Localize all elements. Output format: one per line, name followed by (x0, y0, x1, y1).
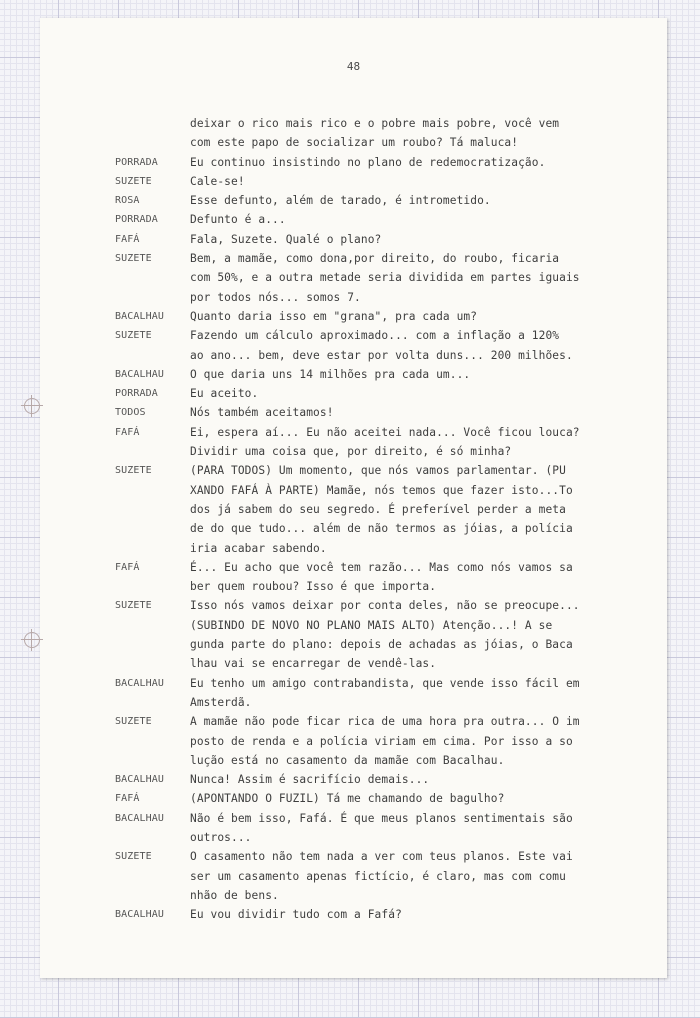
dialogue-line (115, 770, 655, 789)
speaker-name (115, 288, 190, 307)
dialogue-text: É... Eu acho que você tem razão... Mas como nós vamos sa (190, 560, 573, 574)
dialogue-text: Quanto daria isso em "grana", pra cada um? (190, 309, 478, 323)
dialogue-text: (APONTANDO O FUZIL) Tá me chamando de bagulho? (190, 792, 505, 806)
speaker-name: SUZETE (115, 851, 152, 863)
dialogue-text: Amsterdã. (190, 695, 252, 709)
dialogue-text: O que daria uns 14 milhões pra cada um... (190, 367, 471, 381)
dialogue-text: Ei, espera aí... Eu não aceitei nada... Você ficou louca? (190, 425, 580, 439)
script-page (40, 18, 667, 978)
speaker-name: BACALHAU (115, 677, 164, 689)
dialogue-line (115, 828, 655, 847)
dialogue-text: Eu continuo insistindo no plano de redemocratização. (190, 155, 546, 169)
dialogue-text: Esse defunto, além de tarado, é intrometido. (190, 194, 491, 208)
speaker-name (115, 481, 190, 500)
speaker-name (115, 616, 190, 635)
speaker-name: BACALHAU (115, 774, 164, 786)
script-body (115, 114, 655, 924)
dialogue-line (115, 500, 655, 519)
dialogue-text: Fazendo um cálculo aproximado... com a inflação a 120% (190, 329, 560, 343)
speaker-name: SUZETE (115, 600, 152, 612)
dialogue-text: O casamento não tem nada a ver com teus planos. Este vai (190, 850, 573, 864)
speaker-name: BACALHAU (115, 909, 164, 921)
dialogue-line (115, 712, 655, 731)
dialogue-line (115, 635, 655, 654)
dialogue-text: lhau vai se encarregar de vendê-las. (190, 657, 437, 671)
dialogue-text: ser um casamento apenas fictício, é claro, mas com comu (190, 869, 566, 883)
dialogue-text: (PARA TODOS) Um momento, que nós vamos parlamentar. (PU (190, 464, 566, 478)
dialogue-line (115, 191, 655, 210)
dialogue-text: posto de renda e a polícia viriam em cima. Por isso a so (190, 734, 573, 748)
speaker-name (115, 577, 190, 596)
dialogue-line (115, 558, 655, 577)
dialogue-text: Dividir uma coisa que, por direito, é só minha? (190, 445, 512, 459)
speaker-name (115, 442, 190, 461)
speaker-name (115, 133, 190, 152)
dialogue-text: ao ano... bem, deve estar por volta duns... 200 milhões. (190, 348, 573, 362)
speaker-name: ROSA (115, 195, 140, 207)
dialogue-text: Eu vou dividir tudo com a Fafá? (190, 908, 402, 922)
dialogue-line (115, 326, 655, 345)
dialogue-text: Cale-se! (190, 174, 245, 188)
speaker-name (115, 268, 190, 287)
dialogue-line (115, 481, 655, 500)
dialogue-line (115, 693, 655, 712)
dialogue-line (115, 423, 655, 442)
dialogue-line (115, 751, 655, 770)
dialogue-text: lução está no casamento da mamãe com Bacalhau. (190, 753, 505, 767)
speaker-name: FAFÁ (115, 233, 140, 245)
dialogue-line (115, 230, 655, 249)
speaker-name: SUZETE (115, 175, 152, 187)
dialogue-text: dos já sabem do seu segredo. É preferível perder a meta (190, 502, 566, 516)
speaker-name: BACALHAU (115, 812, 164, 824)
binding-hole-mark (24, 632, 40, 648)
dialogue-text: com este papo de socializar um roubo? Tá maluca! (190, 136, 519, 150)
speaker-name (115, 732, 190, 751)
dialogue-line (115, 577, 655, 596)
speaker-name: FAFÁ (115, 793, 140, 805)
dialogue-line (115, 268, 655, 287)
dialogue-text: deixar o rico mais rico e o pobre mais pobre, você vem (190, 117, 560, 130)
dialogue-line (115, 519, 655, 538)
dialogue-text: Fala, Suzete. Qualé o plano? (190, 232, 382, 246)
dialogue-text: Eu tenho um amigo contrabandista, que vende isso fácil em (190, 676, 580, 690)
dialogue-line (115, 886, 655, 905)
dialogue-text: Eu aceito. (190, 387, 259, 401)
dialogue-line (115, 210, 655, 229)
dialogue-line (115, 461, 655, 480)
speaker-name (115, 886, 190, 905)
speaker-name (115, 751, 190, 770)
dialogue-text: nhão de bens. (190, 888, 279, 902)
dialogue-text: Não é bem isso, Fafá. É que meus planos sentimentais são (190, 811, 573, 825)
dialogue-line (115, 809, 655, 828)
speaker-name: PORRADA (115, 214, 158, 226)
dialogue-text: por todos nós... somos 7. (190, 290, 361, 304)
page-number: 48 (346, 60, 361, 73)
speaker-name: BACALHAU (115, 310, 164, 322)
dialogue-line (115, 654, 655, 673)
dialogue-line (115, 442, 655, 461)
dialogue-line (115, 789, 655, 808)
dialogue-line (115, 114, 655, 133)
speaker-name (115, 828, 190, 847)
speaker-name: SUZETE (115, 465, 152, 477)
dialogue-line (115, 905, 655, 924)
speaker-name (115, 346, 190, 365)
dialogue-text: A mamãe não pode ficar rica de uma hora pra outra... O im (190, 715, 580, 729)
dialogue-text: de do que tudo... além de não termos as jóias, a polícia (190, 522, 573, 536)
dialogue-line (115, 133, 655, 152)
dialogue-line (115, 616, 655, 635)
speaker-name: SUZETE (115, 253, 152, 265)
speaker-name (115, 519, 190, 538)
dialogue-text: Nunca! Assim é sacrifício demais... (190, 773, 430, 787)
dialogue-text: iria acabar sabendo. (190, 541, 327, 555)
dialogue-text: gunda parte do plano: depois de achadas as jóias, o Baca (190, 638, 573, 652)
dialogue-line (115, 674, 655, 693)
speaker-name (115, 654, 190, 673)
dialogue-line (115, 365, 655, 384)
speaker-name (115, 539, 190, 558)
speaker-name: BACALHAU (115, 368, 164, 380)
speaker-name: PORRADA (115, 388, 158, 400)
speaker-name (115, 635, 190, 654)
dialogue-text: Defunto é a... (190, 213, 286, 227)
dialogue-text: Nós também aceitamos! (190, 406, 334, 420)
speaker-name (115, 867, 190, 886)
speaker-name (115, 114, 190, 133)
dialogue-line (115, 153, 655, 172)
speaker-name: SUZETE (115, 330, 152, 342)
dialogue-line (115, 867, 655, 886)
speaker-name: SUZETE (115, 716, 152, 728)
dialogue-line (115, 172, 655, 191)
dialogue-line (115, 732, 655, 751)
dialogue-text: ber quem roubou? Isso é que importa. (190, 580, 437, 594)
speaker-name: TODOS (115, 407, 146, 419)
dialogue-line (115, 403, 655, 422)
dialogue-text: Isso nós vamos deixar por conta deles, não se preocupe... (190, 599, 580, 613)
dialogue-line (115, 346, 655, 365)
speaker-name: FAFÁ (115, 426, 140, 438)
dialogue-line (115, 847, 655, 866)
dialogue-text: XANDO FAFÁ À PARTE) Mamãe, nós temos que fazer isto...To (190, 483, 573, 497)
dialogue-text: outros... (190, 830, 252, 844)
speaker-name (115, 693, 190, 712)
dialogue-line (115, 307, 655, 326)
speaker-name: FAFÁ (115, 561, 140, 573)
dialogue-text: com 50%, e a outra metade seria dividida em partes iguais (190, 271, 580, 285)
speaker-name: PORRADA (115, 156, 158, 168)
dialogue-text: Bem, a mamãe, como dona,por direito, do roubo, ficaria (190, 252, 560, 266)
dialogue-line (115, 596, 655, 615)
dialogue-text: (SUBINDO DE NOVO NO PLANO MAIS ALTO) Atenção...! A se (190, 618, 553, 632)
binding-hole-mark (24, 398, 40, 414)
speaker-name (115, 500, 190, 519)
dialogue-line (115, 384, 655, 403)
dialogue-line (115, 539, 655, 558)
dialogue-line (115, 249, 655, 268)
dialogue-line (115, 288, 655, 307)
